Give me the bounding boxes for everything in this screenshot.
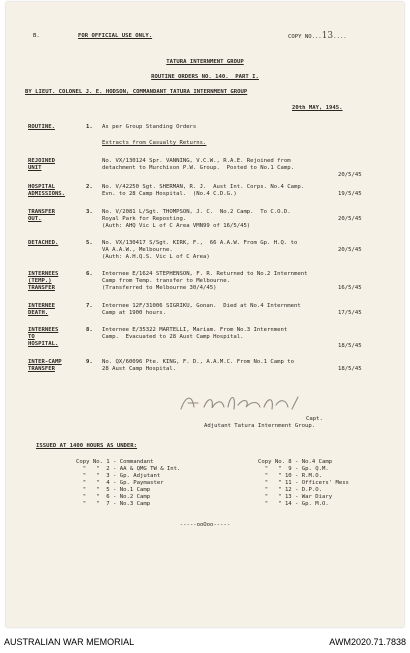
item-line: VA A.A.W., Melbourne. [102, 247, 173, 253]
item-date: 20/5/45 [338, 172, 362, 178]
item-label: INTERNEES TO HOSPITAL. [28, 327, 59, 347]
item-number: 7. [86, 303, 93, 309]
item-label: INTERNEES (TEMP.) TRANSFER [28, 271, 59, 291]
order-date: 20th MAY, 1945. [292, 105, 343, 111]
copy-label: COPY NO...13.... [288, 31, 347, 41]
item-number: 9. [86, 359, 93, 365]
item-line: No. V/42250 Sgt. SHERMAN, R. J. Aust Int. Corps. No.4 Camp. [102, 184, 305, 190]
item-label: INTERNEE DEATH. [28, 303, 55, 316]
item-date: 16/5/45 [338, 285, 362, 291]
item-label: HOSPITAL ADMISSIONS. [28, 184, 66, 197]
list-item: " " 9 - Gp. Q.M. [258, 466, 329, 472]
list-item: " " 4 - Gp. Paymaster [76, 480, 164, 486]
item-line: As per Group Standing Orders [102, 124, 197, 130]
item-date: 18/5/45 [338, 343, 362, 349]
item-label: DETACHED. [28, 240, 59, 246]
by-line: BY LIEUT. COLONEL J. E. HODSON, COMMANDANT TATURA INTERNMENT GROUP [25, 89, 248, 95]
item-line: Royal Park for Reposting. [102, 216, 187, 222]
item-line: detachment to Murchison P.W. Group. Posted to No.1 Camp. [102, 165, 294, 171]
list-item: Copy No. 1 - Commandant [76, 459, 154, 465]
item-line: No. QX/60096 Pte. KING, F. D., A.A.M.C. From No.1 Camp to [102, 359, 294, 365]
item-date: 17/5/45 [338, 310, 362, 316]
copy-number: 13 [321, 31, 334, 41]
item-number: 5. [86, 240, 93, 246]
item-line: Internee E/35322 MARTELLI, Mariam. From No.3 Internment [102, 327, 288, 333]
footer-accession-number: AWM2020.71.7838 [329, 637, 406, 647]
item-label: INTER-CAMP TRANSFER [28, 359, 62, 372]
item-line: Camp at 1900 hours. [102, 310, 166, 316]
orders-title: ROUTINE ORDERS NO. 140. PART I. [151, 74, 259, 80]
item-line: (Auth: AHQ Vic L of C Area VMN99 of 16/5/45) [102, 223, 251, 229]
group-title: TATURA INTERNMENT GROUP [166, 59, 244, 65]
list-item: " " 12 - D.P.O. [258, 487, 322, 493]
item-line: Evn. to 28 Camp Hospital. (No.4 C.D.G.) [102, 191, 237, 197]
handwritten-signature [176, 387, 306, 417]
item-line: Camp. Evacuated to 28 Aust Camp Hospital. [102, 334, 244, 340]
item-line: Internee E/1624 STEPHENSON, F. R. Returned to No.2 Internment [102, 271, 308, 277]
list-item: " " 5 - No.1 Camp [76, 487, 151, 493]
list-item: " " 14 - Gp. M.O. [258, 501, 329, 507]
item-line: No. VX/130417 S/Sgt. KIRK, F., 66 A.A.W. From Gp. H.Q. to [102, 240, 298, 246]
page-marker: B. [33, 33, 40, 39]
document-page [6, 2, 404, 627]
signature-rank: Capt. [306, 416, 323, 422]
classification: FOR OFFICIAL USE ONLY. [78, 33, 153, 39]
list-item: " " 6 - No.2 Camp [76, 494, 151, 500]
distribution-heading: ISSUED AT 1400 HOURS AS UNDER: [36, 443, 138, 449]
item-line: No. VX/130124 Spr. VANNING, V.C.W., R.A.E. Rejoined from [102, 158, 291, 164]
item-line: Extracts from Casualty Returns. [102, 140, 207, 146]
item-label: ROUTINE. [28, 124, 55, 130]
item-number: 1. [86, 124, 93, 130]
item-date: 20/5/45 [338, 247, 362, 253]
item-line: Camp from Temp. transfer to Melbourne. [102, 278, 230, 284]
end-marker: -----ooOoo----- [179, 522, 231, 528]
footer-institution: AUSTRALIAN WAR MEMORIAL [4, 637, 135, 647]
item-number: 3. [86, 209, 93, 215]
item-number: 6. [86, 271, 93, 277]
list-item: " " 13 - War Diary [258, 494, 333, 500]
item-line: No. V/2081 L/Sgt. THOMPSON, J. C. No.2 Camp. To C.O.D. [102, 209, 291, 215]
item-date: 19/5/45 [338, 191, 362, 197]
item-line: (Transferred to Melbourne 30/4/45) [102, 285, 217, 291]
item-date: 20/5/45 [338, 216, 362, 222]
item-line: Internee 12F/31006 SIGRIKU, Gonan. Died at No.4 Internment [102, 303, 301, 309]
list-item: " " 10 - R.M.O. [258, 473, 322, 479]
item-date: 18/5/45 [338, 366, 362, 372]
item-number: 8. [86, 327, 93, 333]
item-label: TRANSFER OUT. [28, 209, 55, 222]
list-item: " " 11 - Officers' Mess [258, 480, 349, 486]
item-line: 28 Aust Camp Hospital. [102, 366, 177, 372]
list-item: " " 3 - Gp. Adjutant [76, 473, 161, 479]
signature-title: Adjutant Tatura Internment Group. [204, 423, 316, 429]
item-number: 2. [86, 184, 93, 190]
item-line: (Auth: A.H.Q.S. Vic L of C Area) [102, 254, 210, 260]
list-item: " " 2 - AA & QMG TW & Int. [76, 466, 181, 472]
list-item: Copy No. 8 - No.4 Camp [258, 459, 333, 465]
list-item: " " 7 - No.3 Camp [76, 501, 151, 507]
item-label: REJOINED UNIT [28, 158, 55, 171]
